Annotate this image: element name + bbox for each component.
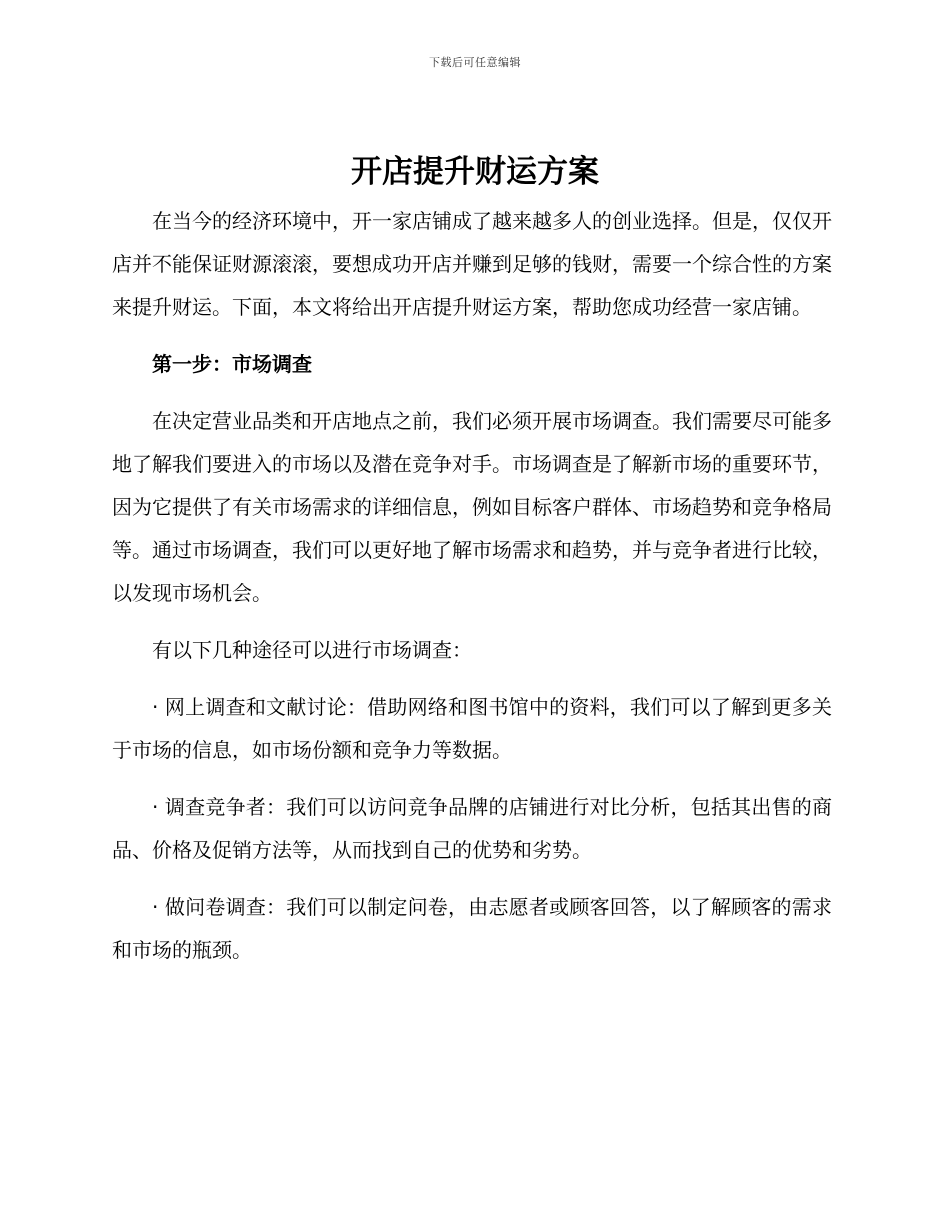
intro-paragraph: 在当今的经济环境中，开一家店铺成了越来越多人的创业选择。但是，仅仅开店并不能保证财源滚滚，要想成功开店并赚到足够的钱财，需要一个综合性的方案来提升财运。下面，本文将给出开店提升财运方案，帮助您成功经营一家店铺。 [112,209,832,319]
step1-heading: 第一步：市场调查 [152,352,312,376]
document-title: 开店提升财运方案 [351,154,599,190]
document-body [112,200,832,972]
method-item: · 网上调查和文献讨论：借助网络和图书馆中的资料，我们可以了解到更多关于市场的信息，如市场份额和竞争力等数据。 [112,695,832,762]
step1-paragraph: 在决定营业品类和开店地点之前，我们必须开展市场调查。我们需要尽可能多地了解我们要进入的市场以及潜在竞争对手。市场调查是了解新市场的重要环节，因为它提供了有关市场需求的详细信息，例如目标客户群体、市场趋势和竞争格局等。通过市场调查，我们可以更好地了解市场需求和趋势，并与竞争者进行比较，以发现市场机会。 [112,409,832,605]
methods-intro: 有以下几种途径可以进行市场调查： [152,638,472,662]
method-item: · 调查竞争者：我们可以访问竞争品牌的店铺进行对比分析，包括其出售的商品、价格及促销方法等，从而找到自己的优势和劣势。 [112,795,832,862]
method-item: · 做问卷调查：我们可以制定问卷，由志愿者或顾客回答，以了解顾客的需求和市场的瓶颈。 [112,895,832,962]
header-note: 下载后可任意编辑 [429,56,521,69]
